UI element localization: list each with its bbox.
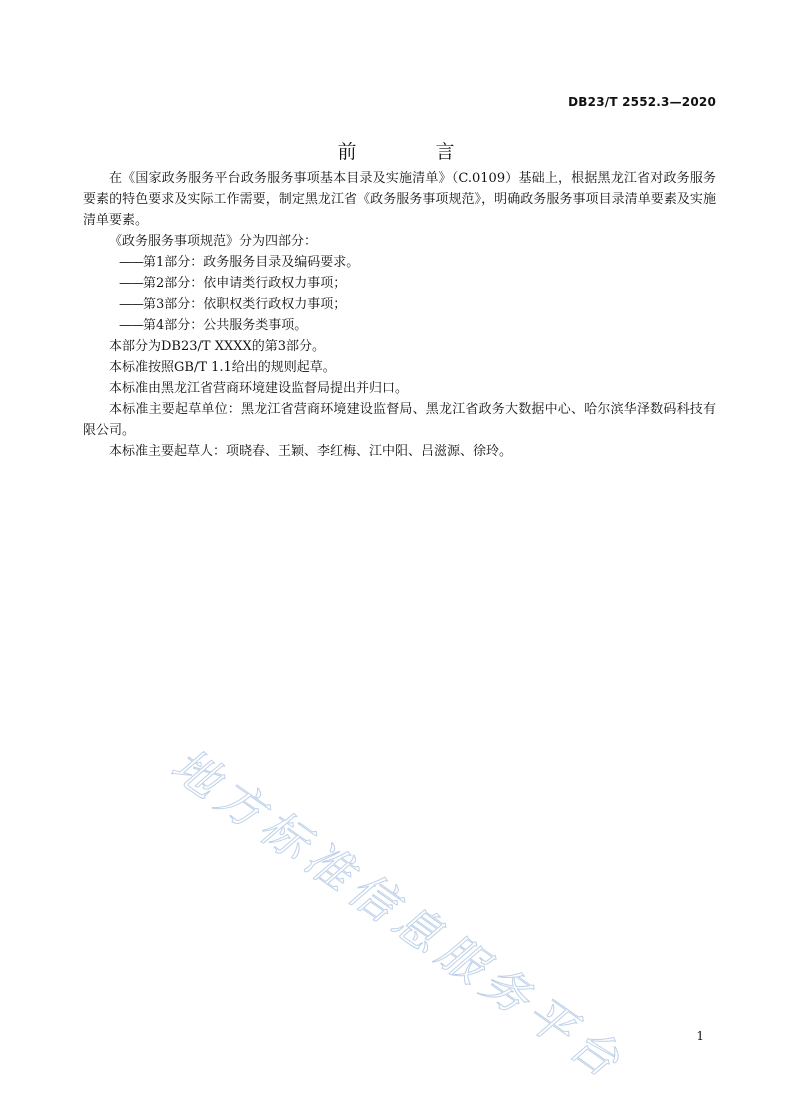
paragraph-part-number: 本部分为DB23/T XXXX的第3部分。 — [109, 339, 325, 354]
page-number: 1 — [696, 1029, 704, 1043]
list-item-text: 第4部分：公共服务类事项。 — [143, 318, 308, 333]
paragraph-drafters: 本标准主要起草人：项晓春、王颖、李红梅、江中阳、吕滋源、徐玲。 — [109, 444, 513, 459]
paragraph-drafting-rules: 本标准按照GB/T 1.1给出的规则起草。 — [109, 360, 336, 375]
list-item — [83, 252, 716, 273]
list-item-text: 第1部分：政务服务目录及编码要求。 — [143, 255, 360, 270]
list-item-text: 第2部分：依申请类行政权力事项； — [143, 276, 347, 291]
paragraph-proposer: 本标准由黑龙江省营商环境建设监督局提出并归口。 — [109, 381, 409, 396]
standard-code: DB23/T 2552.3—2020 — [568, 95, 716, 109]
dash-mark: —— — [119, 255, 143, 270]
list-item — [83, 273, 716, 294]
foreword-body — [83, 168, 716, 462]
dash-mark: —— — [119, 318, 143, 333]
dash-mark: —— — [119, 276, 143, 291]
dash-mark: —— — [119, 297, 143, 312]
page-title: 前 言 — [337, 141, 485, 163]
paragraph-drafting-units: 本标准主要起草单位：黑龙江省营商环境建设监督局、黑龙江省政务大数据中心、哈尔滨华泽数码科技有限公司。 — [83, 402, 716, 438]
list-item-text: 第3部分：依职权类行政权力事项； — [143, 297, 347, 312]
list-item — [83, 294, 716, 315]
watermark: 地方标准信息服务平台 — [161, 737, 636, 1092]
paragraph-intro: 在《国家政务服务平台政务服务事项基本目录及实施清单》（C.0109）基础上，根据黑龙江省对政务服务要素的特色要求及实际工作需要，制定黑龙江省《政务服务事项规范》，明确政务服务事项目录清单要素及实施清单要素。 — [83, 171, 716, 228]
list-item — [83, 315, 716, 336]
paragraph-parts-intro: 《政务服务事项规范》分为四部分： — [109, 234, 318, 249]
